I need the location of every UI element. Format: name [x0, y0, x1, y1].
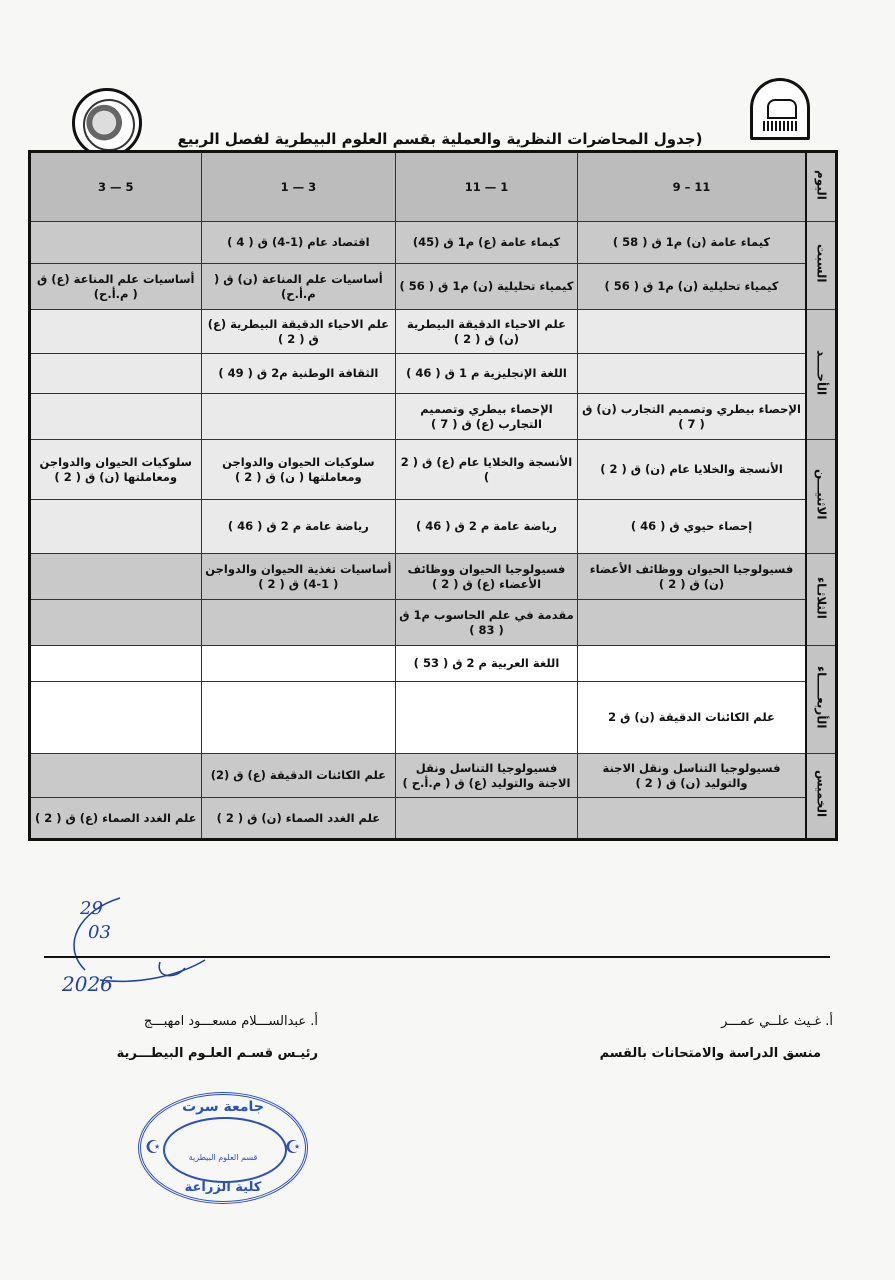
department-head-role: رئيـس قسـم العلـوم البيطـــرية [116, 1046, 318, 1061]
course-cell: الأنسجة والخلايا عام (ن) ق ( 2 ) [577, 440, 806, 500]
globe-emblem-icon [83, 99, 135, 151]
course-cell: كيمياء تحليلية (ن) م1 ق ( 56 ) [396, 264, 578, 310]
day-name: السبت [814, 244, 829, 283]
course-cell [30, 354, 202, 394]
faculty-logo [72, 88, 142, 158]
course-cell: فسيولوجيا الحيوان ووظائف الأعضاء (ن) ق ( 2 ) [577, 554, 806, 600]
coordinator-name: أ. غـيث علــي عمـــر [721, 1014, 833, 1029]
course-cell: الأنسجة والخلايا عام (ع) ق ( 2 ) [396, 440, 578, 500]
signature-line [44, 956, 830, 958]
schedule-row [30, 440, 837, 500]
course-cell [30, 682, 202, 754]
course-cell [577, 310, 806, 354]
course-cell: رياضة عامة م 2 ق ( 46 ) [396, 500, 578, 554]
course-cell: علم الاحياء الدقيقة البيطرية (ن) ق ( 2 ) [396, 310, 578, 354]
course-cell: سلوكيات الحيوان والدواجن ومعاملتها (ن) ق ( 2 ) [30, 440, 202, 500]
crescent-star-icon: ☪ [145, 1137, 162, 1158]
course-cell: فسيولوجيا التناسل ونقل الاجنة والتوليد (ن) ق ( 2 ) [577, 754, 806, 798]
course-cell: علم الكائنات الدقيقة (ع) ق (2) [201, 754, 396, 798]
course-cell [201, 646, 396, 682]
day-header [806, 152, 836, 222]
course-cell [577, 600, 806, 646]
department-head-name: أ. عبدالســـلام مسعـــود امهبـــج [143, 1014, 318, 1029]
course-cell: كيماء عامة (ع) م1 ق (45) [396, 222, 578, 264]
course-cell: اللغة الإنجليزية م 1 ق ( 46 ) [396, 354, 578, 394]
course-cell [577, 646, 806, 682]
course-cell: إحصاء حيوي ق ( 46 ) [577, 500, 806, 554]
course-cell [30, 310, 202, 354]
course-cell [30, 646, 202, 682]
day-name: الأربعـــــاء [814, 666, 829, 729]
course-cell: الثقافة الوطنية م2 ق ( 49 ) [201, 354, 396, 394]
schedule-row [30, 600, 837, 646]
handwritten-month: 03 [88, 922, 111, 943]
stamp-university: جامعة سرت [182, 1099, 264, 1115]
course-cell [201, 600, 396, 646]
time-slot-header: 3 — 1 [201, 152, 396, 222]
day-name: الاثنيـــن [814, 469, 829, 520]
course-cell [201, 394, 396, 440]
time-slot-header: 1 — 11 [396, 152, 578, 222]
course-cell: علم الكائنات الدقيقة (ن) ق 2 [577, 682, 806, 754]
day-cell [806, 440, 836, 554]
university-logo [750, 78, 810, 140]
course-cell: اقتصاد عام (1-4) ق ( 4 ) [201, 222, 396, 264]
schedule-row [30, 310, 837, 354]
stamp-college: كلية الزراعة [184, 1180, 262, 1195]
course-cell [396, 682, 578, 754]
time-slot-header: 11 – 9 [577, 152, 806, 222]
coordinator-role: منسق الدراسة والامتحانات بالقسم [599, 1046, 821, 1061]
day-cell [806, 646, 836, 754]
schedule-row [30, 354, 837, 394]
schedule-row [30, 394, 837, 440]
day-cell [806, 222, 836, 310]
logo-text-icon [763, 121, 797, 131]
course-cell: كيماء عامة (ن) م1 ق ( 58 ) [577, 222, 806, 264]
course-cell [30, 754, 202, 798]
course-cell [577, 798, 806, 840]
header-row [30, 152, 837, 222]
course-cell: أساسيات علم المناعة (ع) ق ( م.أ.ح) [30, 264, 202, 310]
day-cell [806, 554, 836, 646]
course-cell: علم الغدد الصماء (ع) ق ( 2 ) [30, 798, 202, 840]
schedule-row [30, 500, 837, 554]
day-name: الخميس [814, 770, 829, 818]
course-cell [201, 682, 396, 754]
time-slot-header: 5 — 3 [30, 152, 202, 222]
day-cell [806, 754, 836, 840]
day-header-label: اليوم [814, 170, 829, 200]
course-cell [396, 798, 578, 840]
schedule-row [30, 264, 837, 310]
course-cell [30, 394, 202, 440]
day-name: الثلاثـاء [814, 576, 829, 619]
schedule-table [28, 150, 838, 841]
course-cell: فسيولوجيا الحيوان ووظائف الأعضاء (ع) ق ( 2 ) [396, 554, 578, 600]
schedule-row [30, 646, 837, 682]
course-cell: مقدمة في علم الحاسوب م1 ق ( 83 ) [396, 600, 578, 646]
schedule-row [30, 798, 837, 840]
schedule-row [30, 682, 837, 754]
stamp-department: قسم العلوم البيطرية [188, 1153, 258, 1162]
course-cell: أساسيات علم المناعة (ن) ق ( م.أ.ح) [201, 264, 396, 310]
schedule-row [30, 222, 837, 264]
course-cell: كيمياء تحليلية (ن) م1 ق ( 56 ) [577, 264, 806, 310]
schedule-row [30, 754, 837, 798]
course-cell: اللغة العربية م 2 ق ( 53 ) [396, 646, 578, 682]
course-cell: الإحصاء بيطري وتصميم التجارب (ع) ق ( 7 ) [396, 394, 578, 440]
day-cell [806, 310, 836, 440]
day-name: الأحــــد [814, 349, 829, 396]
course-cell [30, 554, 202, 600]
course-cell: فسيولوجيا التناسل ونقل الاجنة والتوليد (ع) ق ( م.أ.ح ) [396, 754, 578, 798]
schedule-row [30, 554, 837, 600]
course-cell: سلوكيات الحيوان والدواجن ومعاملتها ( ن) ق ( 2 ) [201, 440, 396, 500]
handwritten-year: 2026 [62, 972, 113, 996]
course-cell [577, 354, 806, 394]
course-cell [30, 500, 202, 554]
stamp-inner-ring [163, 1117, 287, 1183]
handwritten-day: 29 [80, 898, 103, 919]
crescent-star-icon: ☪ [284, 1137, 301, 1158]
book-icon [767, 99, 797, 119]
course-cell: رياضة عامة م 2 ق ( 46 ) [201, 500, 396, 554]
course-cell: علم الاحياء الدقيقة البيطرية (ع) ق ( 2 ) [201, 310, 396, 354]
official-stamp [138, 1092, 308, 1204]
document-title: (جدول المحاضرات النظرية والعملية بقسم العلوم البيطرية لفصل الربيع [177, 130, 703, 148]
course-cell: الإحصاء بيطري وتصميم التجارب (ن) ق ( 7 ) [577, 394, 806, 440]
course-cell: علم الغدد الصماء (ن) ق ( 2 ) [201, 798, 396, 840]
course-cell: أساسيات تغذية الحيوان والدواجن ( 1-4) ق ( 2 ) [201, 554, 396, 600]
course-cell [30, 222, 202, 264]
course-cell [30, 600, 202, 646]
